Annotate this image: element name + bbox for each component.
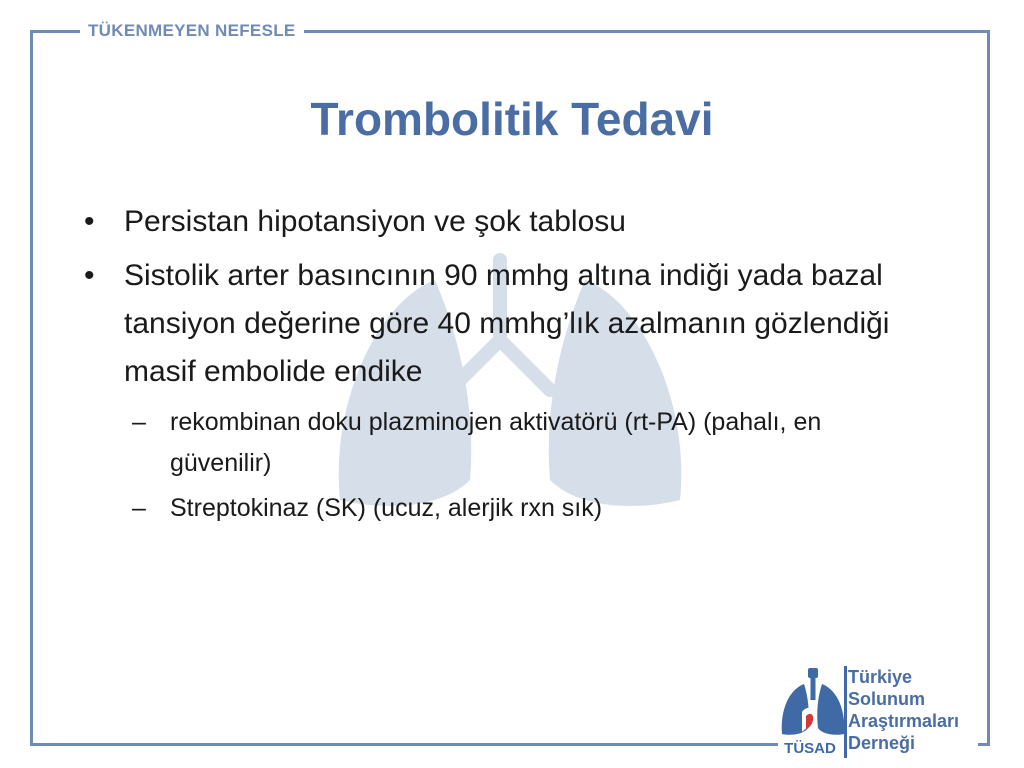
sub-bullet-item — [124, 402, 922, 484]
sub-bullet-text: Streptokinaz (SK) (ucuz, alerjik rxn sık) — [170, 494, 603, 522]
brand-text: TÜKENMEYEN NEFESLE — [88, 21, 296, 40]
bullet-text: Sistolik arter basıncının 90 mmhg altına indiği yada bazal tansiyon değerine göre 40 mmhg’lık azalmanın gözlendiği masif embolide endike — [124, 259, 890, 388]
logo-line: Araştırmaları — [848, 711, 960, 731]
logo-line: Solunum — [848, 689, 925, 709]
sub-bullet-dash: – — [132, 494, 146, 522]
logo-divider — [844, 666, 847, 758]
sub-bullet-text: rekombinan doku plazminojen aktivatörü (rt-PA) (pahalı, en güvenilir) — [170, 408, 822, 477]
brand-header — [80, 16, 304, 46]
tusad-lungs-icon — [778, 662, 848, 740]
logo-line: Türkiye — [848, 667, 913, 687]
sub-bullet-dash: – — [132, 408, 146, 436]
logo-line: Derneği — [848, 733, 916, 753]
slide-title: Trombolitik Tedavi — [310, 93, 714, 145]
slide-content — [82, 198, 922, 533]
bullet-item — [82, 252, 922, 396]
logo-abbreviation: TÜSAD — [784, 740, 836, 757]
sub-bullet-list — [124, 402, 922, 529]
bullet-text: Persistan hipotansiyon ve şok tablosu — [124, 205, 626, 238]
bullet-dot: • — [84, 205, 95, 238]
logo-text — [848, 666, 959, 754]
bullet-item — [82, 198, 922, 246]
sub-bullet-item — [124, 488, 922, 529]
bullet-dot: • — [84, 259, 95, 292]
